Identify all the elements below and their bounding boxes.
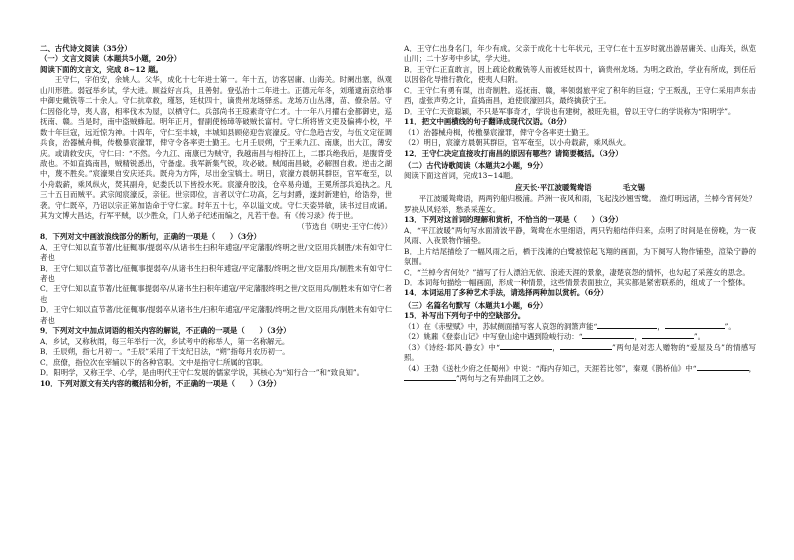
fill-item-4: （4）王勃《送杜少府之任蜀州》中说：“海内存知己，天涯若比邻”，秦观《鹊桥仙》中“ ，”两句与之有异曲同工之妙。 bbox=[404, 363, 756, 384]
question-11-stem: 11．把文中画横线的句子翻译成现代汉语。（8分） bbox=[404, 117, 571, 127]
question-11-item-2: （2）明日，宸濠方晨朝其群臣，官军奄至，以小舟载薪，乘风纵火。 bbox=[404, 138, 631, 148]
fill-item-1: （1）在《赤壁赋》中，苏轼侧面描写客人哀怨的洞箫声能“ ， ”。 bbox=[404, 321, 736, 331]
mingju-subsection-title: （三）名篇名句默写（本题共1小题，6分） bbox=[404, 300, 548, 310]
poetry-instruction: 阅读下面这首词，完成13~14题。 bbox=[404, 171, 518, 181]
question-13-stem: 13．下列对这首词的理解和赏析，不恰当的一项是（ ）（3分） bbox=[404, 215, 623, 225]
fill-item-2: （2）姚鼐《登泰山记》中写登山途中遇到险峻行动：“ ， ”。 bbox=[404, 332, 706, 342]
answer-blank[interactable] bbox=[642, 338, 694, 339]
answer-blank[interactable] bbox=[582, 338, 634, 339]
question-10-option-c: C．王守仁有勇有谋，出奇制胜。巡抚南、赣，率领弱旅平定了积年的巨寇；宁王叛乱，王守仁采用声东击西，虚张声势之计，直捣南昌，迫使宸濠回兵，最终擒获宁王。 bbox=[404, 85, 756, 106]
question-10-stem: 10．下列对原文有关内容的概括和分析，不正确的一项是（ ）（3分） bbox=[40, 378, 281, 388]
right-column bbox=[404, 44, 756, 385]
question-9-option-b: B．壬辰朔，指七月初一。“壬辰”采用了干支纪日法，“朔”指每月农历初一。 bbox=[40, 347, 290, 357]
question-9-option-d: D．阳明学，又称王学、心学，是由明代王守仁发展的儒家学说，其核心为“知行合一”和“致良知”。 bbox=[40, 368, 365, 378]
poetry-subsection-title: （二）古代诗歌阅读（本题共2小题，9分） bbox=[404, 160, 548, 170]
passage-source: （节选自《明史·王守仁传》） bbox=[297, 221, 392, 231]
question-11-item-1: （1）治器械舟楫，传檄暴宸濠罪，俾守令各率吏士勤王。 bbox=[404, 127, 594, 137]
answer-blank[interactable] bbox=[560, 349, 612, 350]
question-8-option-b: B．王守仁知以直节著比/征輒事提弱卒/从诸书生扫积年逋寇/平定藩服/终明之世/文臣用兵/制胜未有如守仁者也 bbox=[40, 263, 392, 283]
question-9-stem: 9．下列对文中加点词语的相关内容的解说，不正确的一项是（ ）（3分） bbox=[40, 326, 291, 336]
poem-author: 毛文锡 bbox=[622, 182, 645, 192]
question-14-stem: 14．本词运用了多种艺术手法，请选择两种加以赏析。（6分） bbox=[404, 288, 608, 298]
left-column bbox=[40, 44, 392, 389]
poem-body: 平江波暖鸳鸯语，两两钓船归极浦。芦洲一夜风和雨，飞起浅沙翘雪鹭。 渔灯明远渚，兰棹今宵何处？罗袂从风轻举，愁杀采莲女。 bbox=[404, 194, 756, 214]
answer-blank[interactable] bbox=[697, 370, 749, 371]
question-8-option-d: D．王守仁知以直节著/比征輒事/提弱卒从诸书生/扫积年逋寇/平定藩服/终明之世/文臣用兵/制胜未有如守仁者也 bbox=[40, 305, 392, 325]
answer-blank[interactable] bbox=[500, 349, 552, 350]
question-13-option-b: B．上片结尾描绘了一幅风雨之后，栖于浅滩的白鹭被惊起飞翔的画面，为下阕写人物作铺垫，渲染宁静的氛围。 bbox=[404, 246, 756, 267]
question-8-stem: 8．下列对文中画波浪线部分的断句，正确的一项是（ ）（3分） bbox=[40, 232, 261, 242]
question-10-option-d: D．王守仁天资聪颖，不只是军事奇才，学说也有建树，被旺先祖，曾以王守仁的学说称为“阳明学”。 bbox=[404, 106, 736, 116]
poem-heading bbox=[404, 183, 756, 193]
question-9-option-a: A．乡试，又称秋闱，每三年举行一次，乡试考中的称举人，第一名称解元。 bbox=[40, 336, 290, 346]
question-8-option-a: A．王守仁知以直节著/比征輒事/提弱卒/从诸书生扫积年逋寇/平定藩服/终明之世/文臣用兵制胜/未有如守仁者也 bbox=[40, 242, 392, 263]
question-10-option-b: B．王守仁正直敢言，因上疏论救戴铣等人而被廷杖四十，谪贵州龙场。为明之政治，学业有所成，到任后以因俗化导推行教化，使夷人归附。 bbox=[404, 64, 756, 85]
answer-blank[interactable] bbox=[665, 328, 725, 329]
instruction: 阅读下面的文言文，完成 8~12 题。 bbox=[40, 64, 163, 74]
answer-blank[interactable] bbox=[404, 380, 456, 381]
subsection-title: （一）文言文阅读（本题共5小题，20分） bbox=[40, 54, 182, 64]
section-title: 二、古代诗文阅读（35分） bbox=[40, 44, 132, 53]
question-9-option-c: C．庶僚，指位次在宰辅以下的各种官职。文中是指守仁所属的官职。 bbox=[40, 357, 268, 367]
question-10-option-a: A．王守仁出身名门，年少有成。父亲于成化十七年状元，王守仁在十五岁时就出游居庸关、山海关，纵览山川；二十岁考中乡试，学大进。 bbox=[404, 44, 756, 64]
question-13-option-a: A．“平江波暖”两句写水面清波平静，鸳鸯在水里细语，两只钓船结伴归来，点明了时间是在傍晚，为一夜风雨、入夜景物作铺垫。 bbox=[404, 225, 756, 246]
poem-title: 应天长·平江波暖鸳鸯语 bbox=[515, 182, 592, 192]
passage-paragraph: 王守仁，字伯安，余姚人。父华，成化十七年进士第一。年十五，访客居庸、山海关。时阑出塞，纵观山川形胜。弱冠举乡试，学大进。顾益好言兵，且善射。登弘治十二年进士。正德元年冬，刘瑾逮南京给事中御史戴铣等二十余人。守仁抗章救，瑾怒，廷杖四十，谪贵州龙场驿丞。龙场万山丛薄，苗、僚杂居。守仁因俗化导，夷人喜，相率伐木为屋，以栖守仁。兵部尚书王琼素奇守仁才。十一年八月擢右金都御史，巡抚南、赣。当是时，南中盗贼蜂起。明年正月，督副使杨璋等破贼长富村。守仁所将皆文吏及偏裨小校，平数十年巨寇，远近惊为神。十四年，守仁至丰城，丰城知县顾佖迎告宸濠反。守仁急趋吉安，与伍文定征调兵食，治器械舟楫，传檄暴宸濠罪，俾守令各率吏士勤王。七月壬辰朔，宁王乘九江、南康，出大江，薄安庆。或请救安庆，守仁曰：“不然。今九江、南康已为贼守，我越南昌与相持江上，二郡兵绝我后，是腹背受敌也。不如直捣南昌，贼精锐悉出，守备虚。我军新集气锐，攻必破。贼闻南昌破，必解围自救。逆击之湖中，蔑不胜矣。”宸濠果自安庆还兵。既舟为方阵，尽出金宝犒士。明日，宸濠方晨朝其群臣，官军奄至，以小舟载薪，乘风纵火，焚其副舟，妃娄氏以下皆投水死。宸濠舟胶浅，仓卒易舟遁，王冕所部兵追执之。凡三十五日而贼平。武宗闻宸濠反，亲征。世宗即位，言者以守仁功高，乞与封爵，遂封新建伯，给诰券，世袭。守仁既卒，乃诏以宗正第加诰命于守仁家。时年五十七，卒以谥文成。守仁天姿异敏，读书过目成诵。其为文博大昌达，行军平贼，以少胜众，门人弟子纪述而编之，凡若干卷。有《传习录》传于世。 bbox=[40, 75, 392, 221]
fill-item-3: （3）《诗经·邶风·静女》中“ ， ”两句是对恋人赠物的“爱屋及乌”的情感写照。 bbox=[404, 342, 756, 363]
answer-blank[interactable] bbox=[597, 328, 657, 329]
question-15-stem: 15．补写出下列句子中的空缺部分。 bbox=[404, 311, 526, 321]
question-13-option-c: C．“兰棹今宵何处？”描写了行人漂泊无依、浪迹天涯的景象，凄楚哀怨的情怀，也勾起了采莲女的思念。 bbox=[404, 267, 750, 277]
question-8-option-c: C．王守仁知以直节著/比征輒事提弱卒/从诸书生扫积年逋寇/平定藩服终明之世/文臣用兵/制胜未有如守仁者也 bbox=[40, 284, 392, 304]
question-13-option-d: D．本词每句描绘一幅画面，形成一种情景，这些情景表面独立，其实都是紧密联系的，组成了一个整体。 bbox=[404, 277, 750, 287]
question-12-stem: 12．王守仁决定直接攻打南昌的原因有哪些？请简要概括。（3分） bbox=[404, 148, 623, 158]
